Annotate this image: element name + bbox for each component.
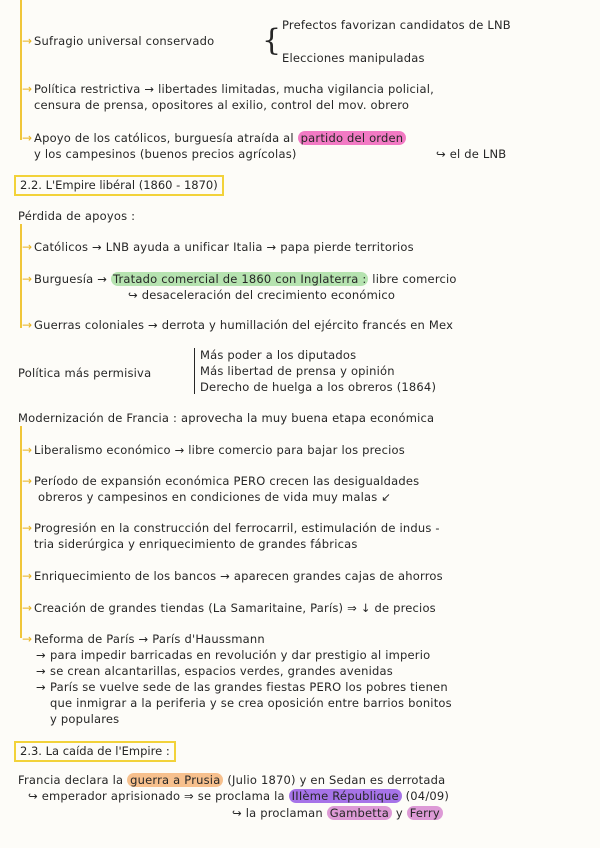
brace-icon: {: [262, 23, 282, 58]
arrow-icon: →: [22, 82, 33, 96]
margin-line-top: [20, 0, 22, 140]
apoyo-text: Apoyo de los católicos, burguesía atraída al: [34, 131, 294, 145]
prefectos-text: Prefectos favorizan candidatos de LNB: [282, 18, 511, 32]
arrow-icon: →: [22, 601, 33, 615]
arrow-icon: →: [22, 318, 33, 332]
gambetta-highlight: Gambetta: [327, 806, 392, 820]
arrow-icon: →: [36, 664, 46, 678]
progresion-line-1: Progresión en la construcción del ferrocarril, estimulación de indus -: [34, 521, 440, 535]
burguesia-line: [34, 272, 457, 287]
sufragio-text: Sufragio universal conservado: [34, 34, 215, 48]
enriquecimiento-text: Enriquecimiento de los bancos → aparecen grandes cajas de ahorros: [34, 569, 443, 583]
section-heading-2-2: 2.2. L'Empire libéral (1860 - 1870): [14, 175, 224, 196]
brace-line: [194, 348, 195, 394]
arrow-icon: →: [36, 680, 46, 694]
reforma-bullet-1: para impedir barricadas en revolución y dar prestigio al imperio: [50, 648, 431, 662]
arrow-icon: →: [22, 240, 33, 254]
francia-text-b: (Julio 1870) y en Sedan es derrotada: [227, 773, 446, 787]
arrow-icon: →: [22, 34, 33, 48]
section-heading-2-3: 2.3. La caída de l'Empire :: [14, 741, 176, 762]
desaceleracion-text: ↪ desaceleración del crecimiento económico: [128, 288, 396, 302]
apoyo-line-2b: ↪ el de LNB: [436, 147, 507, 161]
periodo-line-2: obreros y campesinos en condiciones de vida muy malas ↙: [38, 490, 392, 504]
proclaman-text: ↪ la proclaman: [232, 806, 323, 820]
emperador-date: (04/09): [405, 789, 450, 803]
libre-comercio-text: libre comercio: [372, 272, 457, 286]
progresion-line-2: tria siderúrgica y enriquecimiento de grandes fábricas: [34, 537, 358, 551]
periodo-line-1: Período de expansión económica PERO crecen las desigualdades: [34, 474, 420, 488]
derecho-text: Derecho de huelga a los obreros (1864): [200, 380, 437, 394]
emperador-line: [28, 789, 449, 804]
mas-libertad-text: Más libertad de prensa y opinión: [200, 364, 395, 378]
guerras-text: Guerras coloniales → derrota y humillación del ejército francés en Mex: [34, 318, 454, 332]
emperador-text: ↪ emperador aprisionado ⇒ se proclama la: [28, 789, 285, 803]
proclaman-line: [232, 806, 443, 821]
liberalismo-text: Liberalismo económico → libre comercio para bajar los precios: [34, 443, 405, 457]
arrow-icon: →: [22, 131, 33, 145]
partido-orden-highlight: partido del orden: [298, 131, 407, 145]
guerra-prusia-highlight: guerra a Prusia: [127, 773, 223, 787]
elecciones-text: Elecciones manipuladas: [282, 51, 425, 65]
politica-line-2: censura de prensa, opositores al exilio, control del mov. obrero: [34, 98, 410, 112]
arrow-icon: →: [36, 648, 46, 662]
arrow-icon: →: [22, 474, 33, 488]
arrow-icon: →: [22, 521, 33, 535]
apoyo-line-2: y los campesinos (buenos precios agrícolas): [34, 147, 297, 161]
creacion-text: Creación de grandes tiendas (La Samaritaine, París) ⇒ ↓ de precios: [34, 601, 436, 615]
modernizacion-text: Modernización de Francia : aprovecha la muy buena etapa económica: [18, 411, 435, 425]
politica-mas-text: Política más permisiva: [18, 366, 152, 380]
apoyo-line-1: [34, 131, 406, 146]
catolicos-text: Católicos → LNB ayuda a unificar Italia → papa pierde territorios: [34, 240, 414, 254]
reforma-bullet-3-line-3: y populares: [50, 712, 120, 726]
burguesia-label: Burguesía →: [34, 272, 108, 286]
ferry-highlight: Ferry: [407, 806, 443, 820]
francia-text: Francia declara la: [18, 773, 124, 787]
reforma-bullet-3-line-1: París se vuelve sede de las grandes fiestas PERO los pobres tienen: [50, 680, 448, 694]
arrow-icon: →: [22, 272, 33, 286]
mas-poder-text: Más poder a los diputados: [200, 348, 357, 362]
arrow-icon: →: [22, 569, 33, 583]
reforma-bullet-2: se crean alcantarillas, espacios verdes, grandes avenidas: [50, 664, 393, 678]
arrow-icon: →: [22, 632, 33, 646]
politica-line-1: Política restrictiva → libertades limitadas, mucha vigilancia policial,: [34, 82, 434, 96]
reforma-text: Reforma de París → París d'Haussmann: [34, 632, 265, 646]
reforma-bullet-3-line-2: que inmigrar a la periferia y se crea oposición entre barrios bonitos: [50, 696, 452, 710]
arrow-icon: →: [22, 443, 33, 457]
francia-line: [18, 773, 445, 788]
tratado-highlight: Tratado comercial de 1860 con Inglaterra :: [112, 272, 367, 286]
y-text: y: [395, 806, 403, 820]
republique-highlight: IIIème République: [289, 789, 402, 803]
perdida-text: Pérdida de apoyos :: [18, 209, 136, 223]
